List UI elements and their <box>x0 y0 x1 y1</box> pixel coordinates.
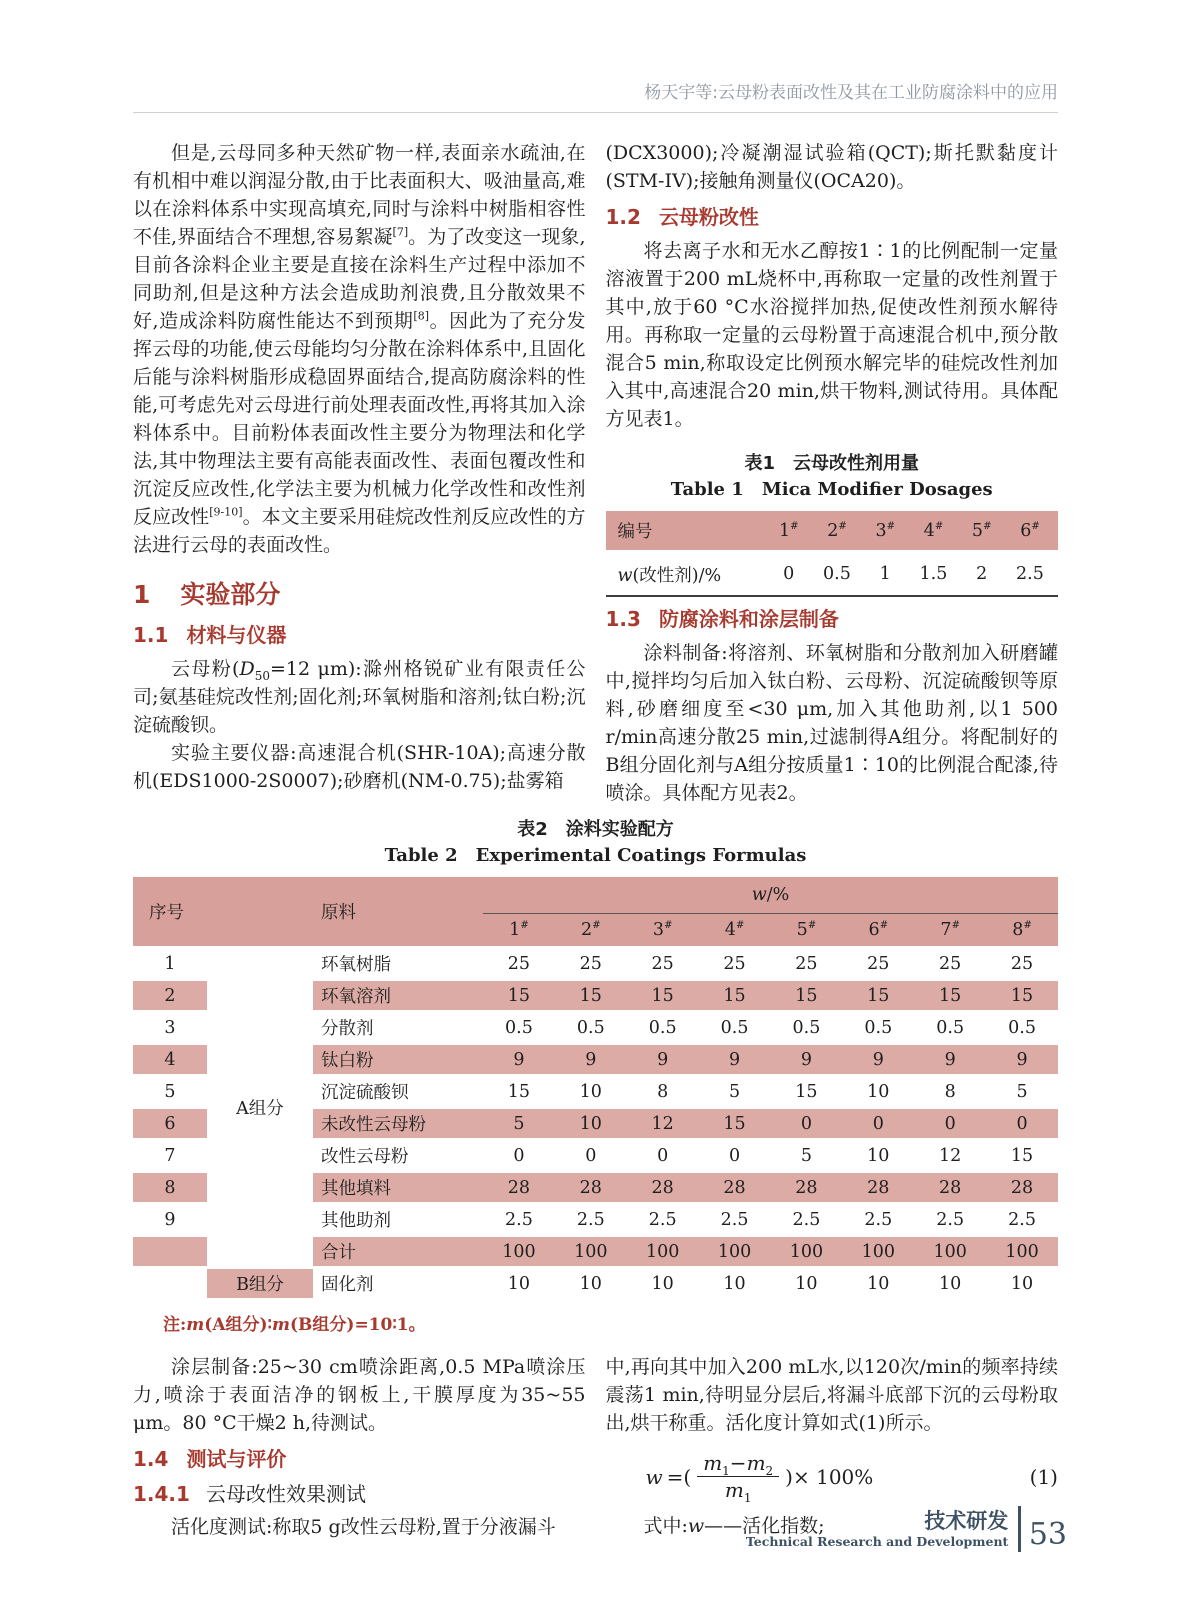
citation-ref-7: [7] <box>392 225 409 239</box>
section-title: 云母改性效果测试 <box>205 1482 366 1506</box>
hash-sup: # <box>592 920 601 932</box>
table-name: 云母改性剂用量 <box>793 453 920 474</box>
row-value: 2.5 <box>555 1204 627 1236</box>
row-material: 固化剂 <box>313 1268 483 1300</box>
section-title: 云母粉改性 <box>658 205 759 229</box>
row-value: 12 <box>627 1108 699 1140</box>
row-value: 10 <box>555 1108 627 1140</box>
row-value: 10 <box>771 1268 843 1300</box>
text-segment: 。为了改变这一现象,目前各涂料企业主要是直接在涂料生产过程中添加不同助剂,但是这种方法会造成助剂浪费,且分散效果不好,造成涂料防腐性能达不到预期 <box>133 226 586 332</box>
row-value: 5 <box>699 1076 771 1108</box>
table1-value: 0 <box>769 552 809 597</box>
row-value: 28 <box>627 1172 699 1204</box>
hash-sup: # <box>983 520 992 532</box>
row-value: 15 <box>627 980 699 1012</box>
row-value: 9 <box>986 1044 1058 1076</box>
variable-D: D <box>239 658 255 680</box>
page-footer <box>746 1506 1067 1552</box>
text-segment: 。本文主要采用硅烷改性剂反应改性的方法进行云母的表面改性。 <box>133 506 586 556</box>
row-value: 0 <box>627 1140 699 1172</box>
variable-m1: m <box>703 1451 723 1475</box>
hash-sup: # <box>951 920 960 932</box>
row-value: 2.5 <box>627 1204 699 1236</box>
footer-en: Technical Research and Development <box>745 1533 1009 1549</box>
activation-continued-paragraph: 中,再向其中加入200 mL水,以120次/min的频率持续震荡1 min,待明显分层后,将漏斗底部下沉的云母粉取出,烘干称重。活化度计算如式(1)所示。 <box>605 1356 1058 1434</box>
col-header: 8# <box>986 914 1058 948</box>
row-value: 15 <box>914 980 986 1012</box>
row-value: 2.5 <box>986 1204 1058 1236</box>
row-value: 10 <box>483 1268 555 1300</box>
fraction-denominator <box>724 1477 752 1505</box>
table1 <box>606 511 1059 597</box>
left-column-top <box>133 139 586 807</box>
hash-sup: # <box>790 520 799 532</box>
table2-title <box>133 817 1058 869</box>
row-value: 100 <box>483 1236 555 1268</box>
col-header: 5# <box>961 511 1001 552</box>
row-value: 0.5 <box>771 1012 843 1044</box>
row-value: 2.5 <box>771 1204 843 1236</box>
row-seq <box>133 1268 207 1300</box>
col-header: 4# <box>905 511 961 552</box>
text-segment: =12 μm):滁州格锐矿业有限责任公司;氨基硅烷改性剂;固化剂;环氧树脂和溶剂;钛白粉;沉淀硫酸钡。 <box>133 658 586 736</box>
col-header: 1# <box>483 914 555 948</box>
text-segment: (A组分)∶ <box>204 1315 272 1335</box>
section-number: 1.4 <box>133 1447 169 1471</box>
row-value: 0.5 <box>914 1012 986 1044</box>
row-value: 0 <box>914 1108 986 1140</box>
col-header: 4# <box>699 914 771 948</box>
section-1-2-heading <box>606 203 1059 231</box>
subscript-50: 50 <box>254 668 270 683</box>
section-1-3-heading <box>606 605 1059 633</box>
row-value: 15 <box>842 980 914 1012</box>
row-value: 25 <box>483 948 555 980</box>
group-a-cell: A组分 <box>207 948 313 1268</box>
minus-sign: − <box>729 1451 747 1475</box>
table1-title-en <box>606 477 1059 503</box>
section-1-1-heading <box>133 621 586 649</box>
intro-paragraph <box>133 139 586 559</box>
section-number: 1.1 <box>133 623 169 647</box>
row-value: 25 <box>842 948 914 980</box>
row-value: 0 <box>986 1108 1058 1140</box>
table2 <box>133 877 1058 1301</box>
citation-ref-9-10: [9-10] <box>209 505 243 519</box>
row-value: 25 <box>555 948 627 980</box>
row-value: 100 <box>914 1236 986 1268</box>
row-value: 0.5 <box>699 1012 771 1044</box>
row-value: 15 <box>986 980 1058 1012</box>
hash-sup: # <box>1031 520 1040 532</box>
fraction <box>697 1451 779 1505</box>
table2-title-cn <box>133 817 1058 843</box>
modification-paragraph: 将去离子水和无水乙醇按1∶1的比例配制一定量溶液置于200 mL烧杯中,再称取一定量的改性剂置于其中,放于60 °C水浴搅拌加热,促使改性剂预水解待用。再称取一定量的云母粉置于高速混合机中,预分散混合5 min,称取设定比例预水解完毕的硅烷改性剂加入其中,高速混合20 min,烘干物料,测试待用。具体配方见表1。 <box>605 240 1058 430</box>
row-material: 分散剂 <box>313 1012 483 1044</box>
table1-value: 0.5 <box>809 552 865 597</box>
col-header: 3# <box>627 914 699 948</box>
formula-1 <box>606 1451 1059 1505</box>
table2-body <box>133 948 1058 1300</box>
row-value: 25 <box>914 948 986 980</box>
row-seq: 6 <box>133 1108 207 1140</box>
text-segment: 式中: <box>643 1515 688 1537</box>
table1-data-row <box>606 552 1059 597</box>
note-prefix: 注: <box>163 1315 187 1335</box>
table2-material-header: 原料 <box>313 877 483 948</box>
variable-w: w <box>617 565 633 586</box>
table-name: Experimental Coatings Formulas <box>475 845 807 866</box>
layer-preparation-paragraph: 涂层制备:25~30 cm喷涂距离,0.5 MPa喷涂压力,喷涂于表面洁净的钢板上,干膜厚度为35~55 μm。80 °C干燥2 h,待测试。 <box>133 1356 586 1434</box>
left-column-bottom <box>133 1353 586 1541</box>
row-value: 15 <box>483 1076 555 1108</box>
variable-m: m <box>186 1315 205 1335</box>
row-value: 100 <box>555 1236 627 1268</box>
variable-m2: m <box>746 1451 766 1475</box>
col-header: 2# <box>555 914 627 948</box>
equation-number: (1) <box>1029 1464 1058 1489</box>
table-name: Mica Modifier Dosages <box>761 479 993 500</box>
text-segment: =( <box>666 1464 692 1489</box>
row-material: 改性云母粉 <box>313 1140 483 1172</box>
row-material: 环氧树脂 <box>313 948 483 980</box>
table-label: 表2 <box>517 819 548 840</box>
row-value: 10 <box>699 1268 771 1300</box>
row-value: 8 <box>627 1076 699 1108</box>
col-header: 5# <box>771 914 843 948</box>
section-1-heading <box>133 575 586 611</box>
table2-row <box>133 948 1058 980</box>
row-seq <box>133 1236 207 1268</box>
row-value: 5 <box>771 1140 843 1172</box>
text-segment: 云母粉( <box>171 658 240 680</box>
row-value: 10 <box>627 1268 699 1300</box>
row-seq: 7 <box>133 1140 207 1172</box>
row-material: 其他助剂 <box>313 1204 483 1236</box>
row-value: 10 <box>842 1140 914 1172</box>
instruments-continued-paragraph: (DCX3000);冷凝潮湿试验箱(QCT);斯托默黏度计(STM-IV);接触角测量仪(OCA20)。 <box>605 142 1058 192</box>
hash-sup: # <box>664 920 673 932</box>
fraction-numerator <box>697 1451 779 1477</box>
page-number: 53 <box>1028 1517 1067 1552</box>
coating-paragraph: 涂料制备:将溶剂、环氧树脂和分散剂加入研磨罐中,搅拌均匀后加入钛白粉、云母粉、沉淀硫酸钡等原料,砂磨细度至<30 μm,加入其他助剂,以1 500 r/min高速分散25 min,过滤制得A组分。将配制好的B组分固化剂与A组分按质量1∶10的比例混合配漆,待喷涂。具体配方见表2。 <box>605 642 1058 804</box>
row-material: 合计 <box>313 1236 483 1268</box>
hash-sup: # <box>807 920 817 932</box>
row-value: 0 <box>555 1140 627 1172</box>
subscript-1: 1 <box>722 1464 730 1478</box>
row-value: 2.5 <box>842 1204 914 1236</box>
formula-expression <box>645 1451 874 1505</box>
text-segment: /% <box>766 885 790 905</box>
table-name: 涂料实验配方 <box>565 819 674 840</box>
hash-sup: # <box>886 520 895 532</box>
variable-m: m <box>271 1315 290 1335</box>
table1-title-cn <box>606 451 1059 477</box>
row-value: 0.5 <box>842 1012 914 1044</box>
col-header: 6# <box>842 914 914 948</box>
section-1-4-1-heading <box>133 1479 586 1509</box>
table2-title-en <box>133 843 1058 869</box>
row-value: 9 <box>483 1044 555 1076</box>
table2-note <box>163 1311 1058 1339</box>
section-number: 1.3 <box>605 607 641 631</box>
row-value: 10 <box>555 1268 627 1300</box>
row-value: 15 <box>483 980 555 1012</box>
row-value: 100 <box>986 1236 1058 1268</box>
subscript-1: 1 <box>743 1491 752 1505</box>
footer-cn: 技术研发 <box>924 1508 1009 1533</box>
row-value: 9 <box>914 1044 986 1076</box>
row-seq: 8 <box>133 1172 207 1204</box>
table2-row-b <box>133 1268 1058 1300</box>
section-title: 实验部分 <box>180 580 281 609</box>
row-value: 10 <box>914 1268 986 1300</box>
table1-title <box>606 451 1059 503</box>
row-value: 15 <box>771 980 843 1012</box>
table1-row-label <box>606 552 769 597</box>
row-value: 100 <box>842 1236 914 1268</box>
table2-seq-header: 序号 <box>133 877 207 948</box>
text-segment: (改性剂)/% <box>632 565 722 586</box>
col-header: 3# <box>865 511 905 552</box>
row-value: 0 <box>699 1140 771 1172</box>
row-value: 10 <box>842 1268 914 1300</box>
row-value: 0.5 <box>986 1012 1058 1044</box>
running-head <box>133 78 1058 113</box>
row-value: 2.5 <box>914 1204 986 1236</box>
variable-w: w <box>645 1464 663 1489</box>
section-1-4-heading <box>133 1445 586 1473</box>
row-value: 0 <box>842 1108 914 1140</box>
col-header: 2# <box>809 511 865 552</box>
variable-w: w <box>687 1515 705 1537</box>
materials-paragraph <box>133 655 586 739</box>
text-segment: ——活化指数; <box>704 1515 825 1537</box>
row-value: 2.5 <box>483 1204 555 1236</box>
section-number: 1 <box>133 580 151 609</box>
row-value: 9 <box>555 1044 627 1076</box>
row-value: 25 <box>627 948 699 980</box>
table2-group-header-empty <box>207 877 313 948</box>
section-number: 1.2 <box>605 205 641 229</box>
subscript-2: 2 <box>765 1464 774 1478</box>
table-label: Table 2 <box>384 845 458 866</box>
row-value: 100 <box>627 1236 699 1268</box>
row-value: 28 <box>699 1172 771 1204</box>
row-value: 15 <box>699 980 771 1012</box>
text-segment: 但是,云母同多种天然矿物一样,表面亲水疏油,在有机相中难以润湿分散,由于比表面积大、吸油量高,难以在涂料体系中实现高填充,同时与涂料中树脂相容性不佳,界面结合不理想,容易絮凝 <box>133 142 586 248</box>
table1-first-col-header: 编号 <box>606 511 769 552</box>
table1-header-row <box>606 511 1059 552</box>
row-value: 15 <box>699 1108 771 1140</box>
row-value: 9 <box>699 1044 771 1076</box>
row-value: 2.5 <box>699 1204 771 1236</box>
row-value: 28 <box>771 1172 843 1204</box>
row-material: 沉淀硫酸钡 <box>313 1076 483 1108</box>
row-value: 25 <box>771 948 843 980</box>
row-value: 25 <box>986 948 1058 980</box>
footer-section-name <box>746 1509 1008 1550</box>
hash-sup: # <box>735 920 745 932</box>
table1-value: 1.5 <box>905 552 961 597</box>
hash-sup: # <box>879 920 889 932</box>
table1-value: 1 <box>865 552 905 597</box>
footer-divider <box>1018 1506 1021 1552</box>
row-value: 25 <box>699 948 771 980</box>
row-value: 10 <box>842 1076 914 1108</box>
section-title: 材料与仪器 <box>186 623 287 647</box>
row-value: 0 <box>771 1108 843 1140</box>
row-value: 8 <box>914 1076 986 1108</box>
hash-sup: # <box>838 520 847 532</box>
row-value: 5 <box>986 1076 1058 1108</box>
row-seq: 3 <box>133 1012 207 1044</box>
running-title: 杨天宇等:云母粉表面改性及其在工业防腐涂料中的应用 <box>644 83 1058 103</box>
row-value: 15 <box>986 1140 1058 1172</box>
row-value: 28 <box>555 1172 627 1204</box>
row-value: 28 <box>483 1172 555 1204</box>
table-label: Table 1 <box>670 479 744 500</box>
variable-w: w <box>751 885 767 905</box>
col-header: 1# <box>769 511 809 552</box>
row-material: 其他填料 <box>313 1172 483 1204</box>
row-value: 28 <box>914 1172 986 1204</box>
row-value: 28 <box>842 1172 914 1204</box>
top-columns <box>133 139 1058 807</box>
group-b-cell: B组分 <box>207 1268 313 1300</box>
activation-test-paragraph: 活化度测试:称取5 g改性云母粉,置于分液漏斗 <box>171 1516 556 1538</box>
row-value: 100 <box>771 1236 843 1268</box>
row-seq: 2 <box>133 980 207 1012</box>
row-material: 环氧溶剂 <box>313 980 483 1012</box>
row-value: 0.5 <box>627 1012 699 1044</box>
section-title: 防腐涂料和涂层制备 <box>658 607 839 631</box>
table2-w-header <box>483 877 1058 914</box>
text-segment: (B组分)=10∶1。 <box>289 1315 426 1335</box>
row-value: 100 <box>699 1236 771 1268</box>
text-segment: )× 100% <box>785 1464 874 1489</box>
row-value: 12 <box>914 1140 986 1172</box>
row-seq: 1 <box>133 948 207 980</box>
variable-m1: m <box>724 1478 744 1502</box>
table1-value: 2 <box>961 552 1001 597</box>
table2-header-row1 <box>133 877 1058 914</box>
table-label: 表1 <box>744 453 776 474</box>
row-seq: 9 <box>133 1204 207 1236</box>
section-title: 测试与评价 <box>186 1447 287 1471</box>
hash-sup: # <box>1023 920 1032 932</box>
row-value: 10 <box>555 1076 627 1108</box>
instruments-paragraph: 实验主要仪器:高速混合机(SHR-10A);高速分散机(EDS1000-2S0007);砂磨机(NM-0.75);盐雾箱 <box>133 742 586 792</box>
hash-sup: # <box>934 520 944 532</box>
row-value: 5 <box>483 1108 555 1140</box>
section-number: 1.4.1 <box>133 1482 190 1506</box>
row-value: 15 <box>771 1076 843 1108</box>
hash-sup: # <box>520 920 529 932</box>
row-material: 钛白粉 <box>313 1044 483 1076</box>
row-value: 28 <box>986 1172 1058 1204</box>
row-value: 9 <box>771 1044 843 1076</box>
row-value: 15 <box>555 980 627 1012</box>
citation-ref-8: [8] <box>413 309 430 323</box>
row-material: 未改性云母粉 <box>313 1108 483 1140</box>
row-value: 9 <box>627 1044 699 1076</box>
text-segment: 。因此为了充分发挥云母的功能,使云母能均匀分散在涂料体系中,且固化后能与涂料树脂形成稳固界面结合,提高防腐涂料的性能,可考虑先对云母进行前处理表面改性,再将其加入涂料体系中。目前粉体表面改性主要分为物理法和化学法,其中物理法主要有高能表面改性、表面包覆改性和沉淀反应改性,化学法主要为机械力化学改性和改性剂反应改性 <box>133 310 586 528</box>
col-header: 7# <box>914 914 986 948</box>
row-value: 0.5 <box>555 1012 627 1044</box>
col-header: 6# <box>1002 511 1058 552</box>
row-seq: 4 <box>133 1044 207 1076</box>
row-value: 0.5 <box>483 1012 555 1044</box>
row-seq: 5 <box>133 1076 207 1108</box>
right-column-top <box>606 139 1059 807</box>
row-value: 10 <box>986 1268 1058 1300</box>
table1-value: 2.5 <box>1002 552 1058 597</box>
row-value: 9 <box>842 1044 914 1076</box>
row-value: 0 <box>483 1140 555 1172</box>
